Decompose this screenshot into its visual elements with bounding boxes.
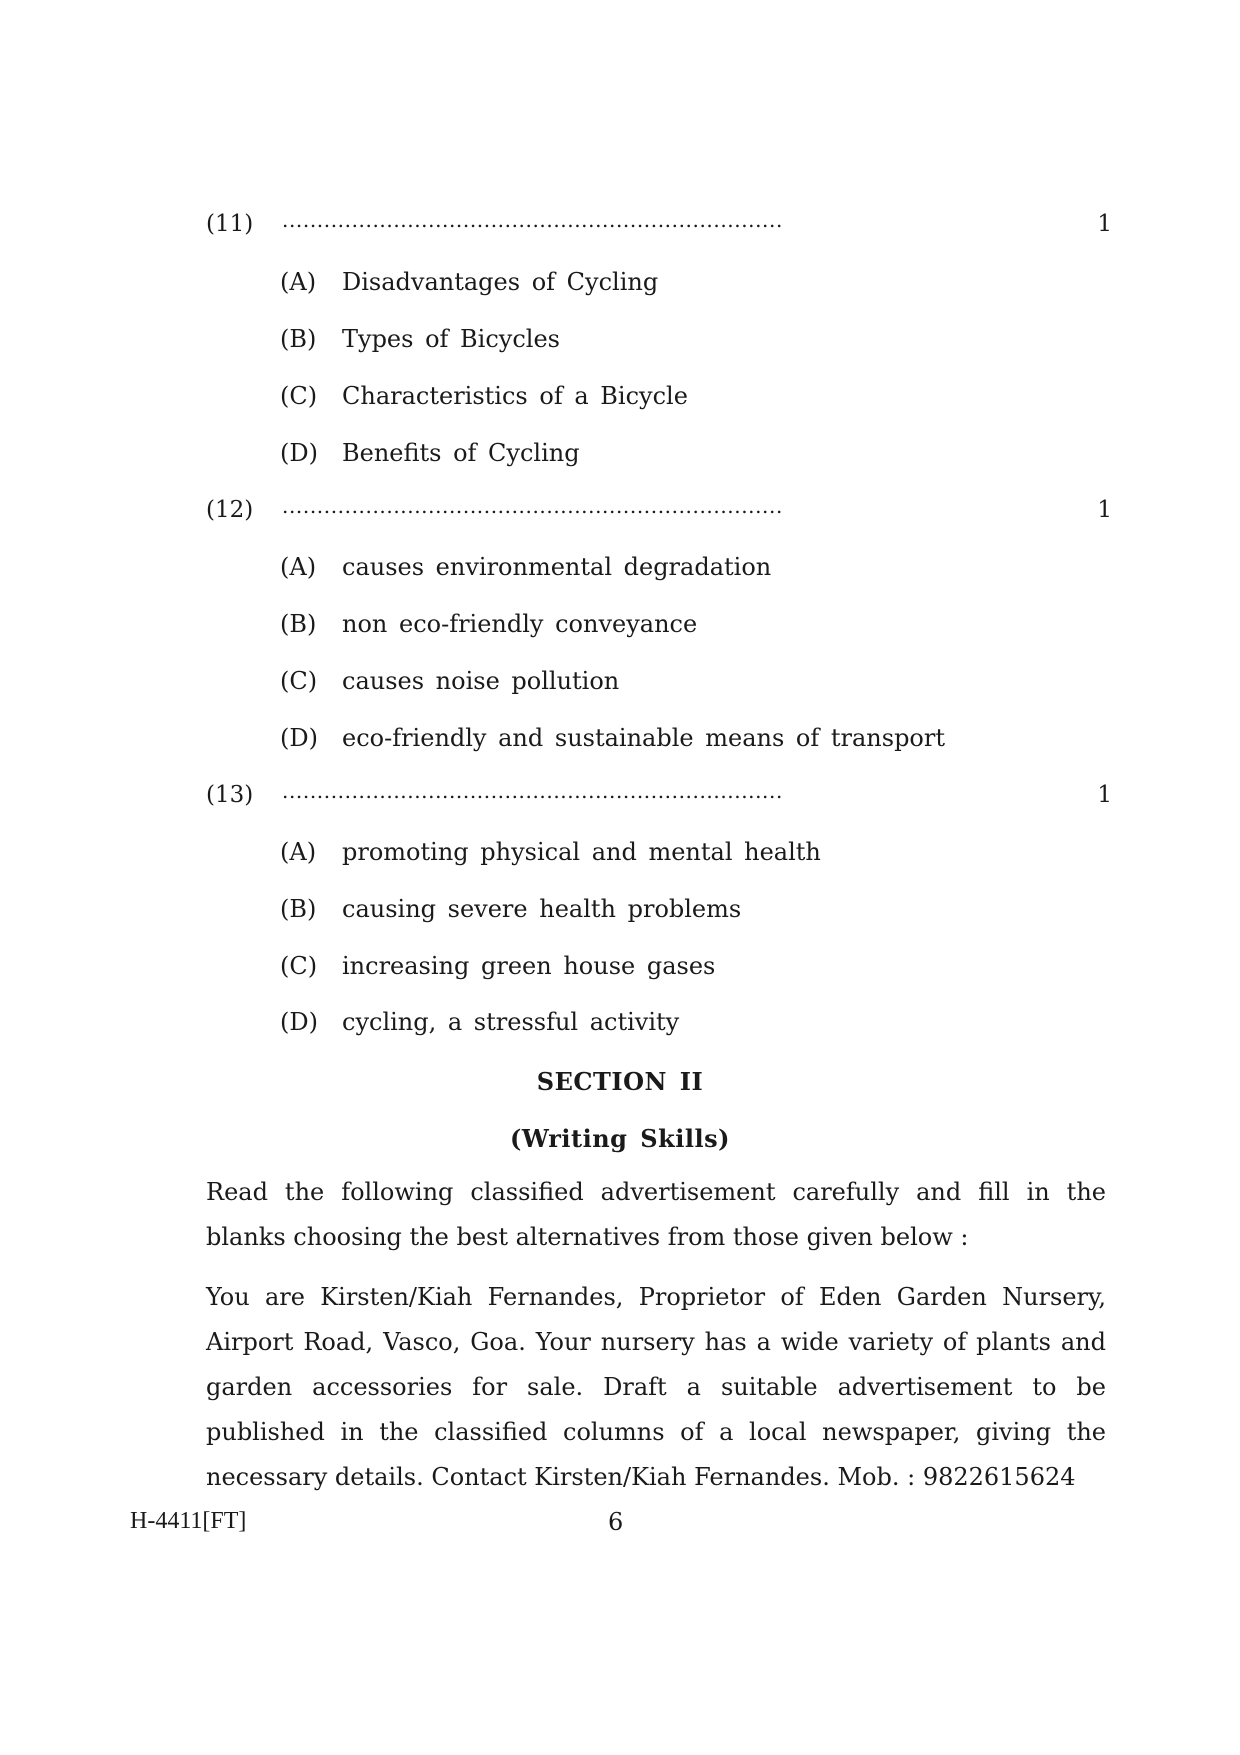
option-13c (280, 946, 715, 986)
option-text: causes noise pollution (342, 667, 620, 695)
section-subtitle: (Writing Skills) (510, 1124, 730, 1153)
option-12a (280, 547, 771, 587)
option-11d (280, 433, 580, 473)
question-number: (13) (206, 782, 254, 808)
option-label: (B) (280, 895, 317, 923)
option-text: promoting physical and mental health (342, 838, 821, 866)
option-text: non eco-friendly conveyance (342, 610, 698, 638)
option-label: (C) (280, 382, 318, 410)
answer-blank: ........................................................................ (282, 779, 783, 803)
option-11b (280, 319, 560, 359)
option-label: (C) (280, 667, 318, 695)
answer-blank: ........................................................................ (282, 208, 783, 232)
page-number: 6 (608, 1508, 624, 1536)
option-11c (280, 376, 688, 416)
option-13d (280, 1002, 679, 1042)
option-label: (A) (280, 268, 317, 296)
option-label: (D) (280, 439, 318, 467)
option-text: Disadvantages of Cycling (342, 268, 659, 296)
question-marks: 1 (1097, 782, 1112, 808)
option-label: (C) (280, 952, 318, 980)
option-13a (280, 832, 821, 872)
instruction-paragraph: Read the following classified advertisement carefully and fill in the blanks choosing the best alternatives from those given below : (206, 1178, 1106, 1251)
option-text: causing severe health problems (342, 895, 742, 923)
option-text: eco-friendly and sustainable means of transport (342, 724, 945, 752)
option-text: cycling, a stressful activity (342, 1008, 680, 1036)
question-13 (206, 775, 1112, 815)
option-text: Benefits of Cycling (342, 439, 580, 467)
option-label: (A) (280, 553, 317, 581)
option-label: (A) (280, 838, 317, 866)
option-12b (280, 604, 697, 644)
question-number: (12) (206, 497, 254, 523)
question-marks: 1 (1097, 497, 1112, 523)
task-paragraph: You are Kirsten/Kiah Fernandes, Proprietor of Eden Garden Nursery, Airport Road, Vasco, Goa. Your nursery has a wide variety of plants and garden accessories for sale. Draft a suitable advertisement to be published in the classified columns of a local newspaper, giving the necessary details. Contact Kirsten/Kiah Fernandes. Mob. : 9822615624 (206, 1283, 1106, 1491)
paper-code: H-4411[FT] (130, 1508, 247, 1534)
option-text: Characteristics of a Bicycle (342, 382, 688, 410)
question-marks: 1 (1097, 211, 1112, 237)
option-label: (D) (280, 1008, 318, 1036)
question-number: (11) (206, 211, 254, 237)
option-13b (280, 889, 741, 929)
question-11 (206, 204, 1112, 244)
section-title: SECTION II (536, 1067, 704, 1096)
answer-blank: ........................................................................ (282, 494, 783, 518)
option-label: (B) (280, 325, 317, 353)
option-12d (280, 718, 945, 758)
option-text: Types of Bicycles (342, 325, 560, 353)
option-text: increasing green house gases (342, 952, 716, 980)
option-label: (B) (280, 610, 317, 638)
option-label: (D) (280, 724, 318, 752)
option-text: causes environmental degradation (342, 553, 772, 581)
option-11a (280, 262, 658, 302)
question-12 (206, 490, 1112, 530)
option-12c (280, 661, 619, 701)
